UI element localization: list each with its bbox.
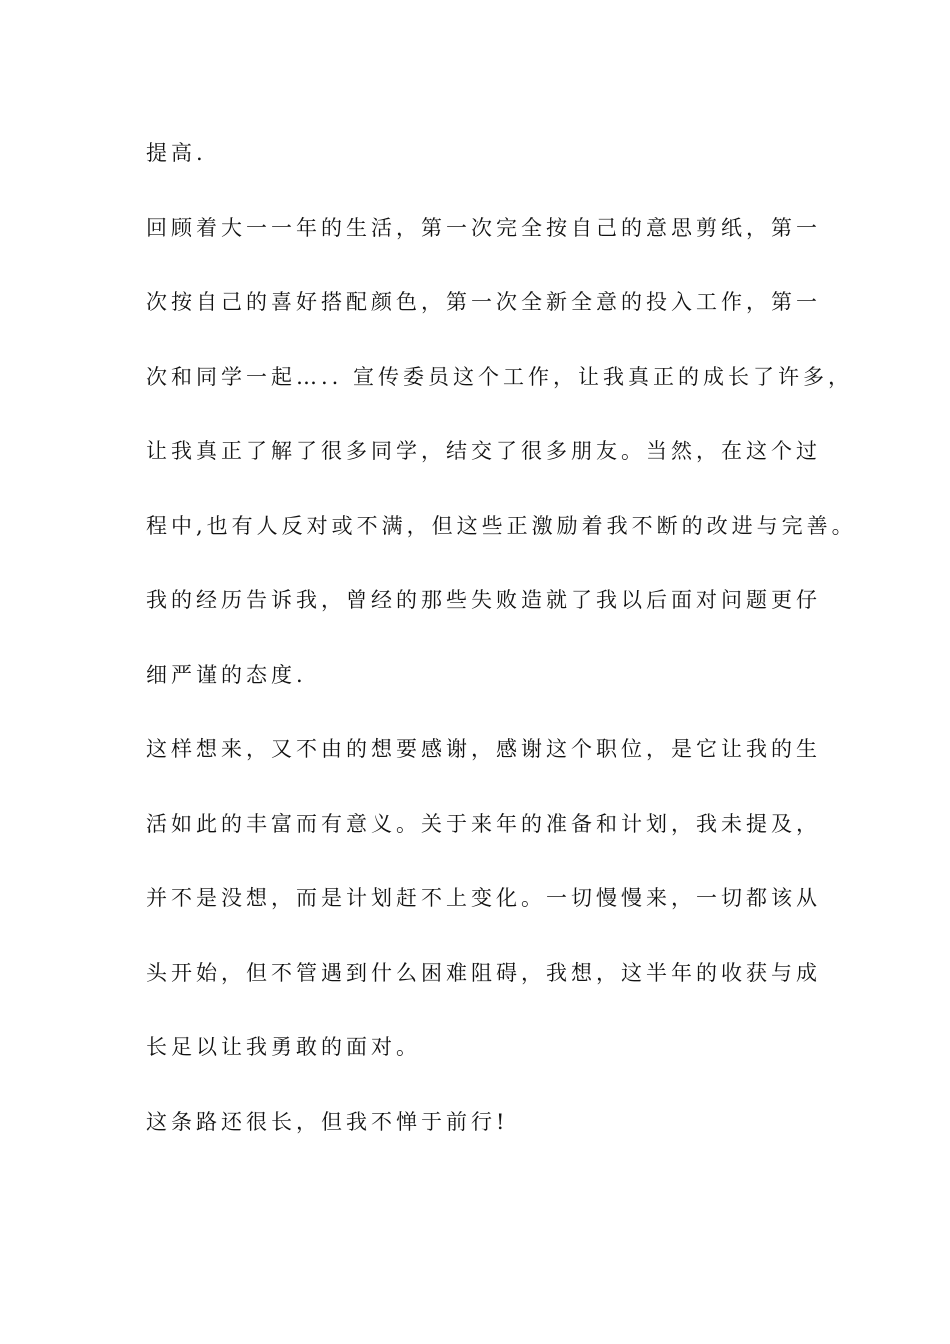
text-line: 这条路还很长，但我不惮于前行! (146, 1109, 509, 1134)
text-line: 活如此的丰富而有意义。关于来年的准备和计划，我未提及， (146, 811, 821, 836)
text-line: 细严谨的态度. (146, 662, 307, 687)
text-line: 程中,也有人反对或不满，但这些正激励着我不断的改进与完善。 (146, 513, 857, 538)
text-line: 提高. (146, 141, 207, 165)
text-line: 次按自己的喜好搭配颜色，第一次全新全意的投入工作，第一 (146, 290, 821, 314)
document-body (146, 125, 857, 1168)
text-line: 长足以让我勇敢的面对。 (146, 1035, 421, 1059)
text-line: 次和同学一起….. 宣传委员这个工作，让我真正的成长了许多， (146, 364, 854, 389)
text-line: 让我真正了解了很多同学，结交了很多朋友。当然，在这个过 (146, 439, 821, 463)
text-line: 头开始，但不管遇到什么困难阻碍，我想，这半年的收获与成 (146, 960, 821, 985)
text-line: 并不是没想，而是计划赶不上变化。一切慢慢来，一切都该从 (146, 886, 821, 910)
text-line: 这样想来，又不由的想要感谢，感谢这个职位，是它让我的生 (146, 737, 821, 761)
text-line: 我的经历告诉我，曾经的那些失败造就了我以后面对问题更仔 (146, 588, 821, 612)
text-line: 回顾着大一一年的生活，第一次完全按自己的意思剪纸，第一 (146, 215, 821, 240)
